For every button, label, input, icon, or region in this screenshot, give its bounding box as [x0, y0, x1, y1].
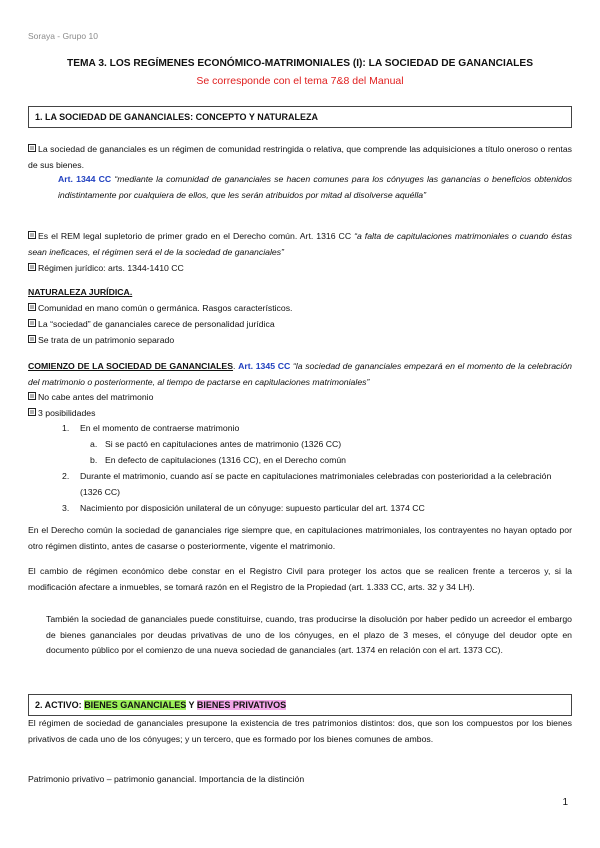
page-number: 1	[562, 797, 568, 808]
article-ref: Art. 1344 CC	[58, 174, 112, 184]
page-subtitle: Se corresponde con el tema 7&8 del Manual	[196, 75, 404, 87]
naturaleza-item-2: La “sociedad” de gananciales carece de personalidad jurídica	[28, 317, 572, 333]
article-ref: Art. 1345 CC	[238, 361, 291, 371]
section-2-heading-box: 2. ACTIVO: BIENES GANANCIALES Y BIENES PRIVATIVOS	[28, 694, 572, 716]
paragraph-6: También la sociedad de gananciales puede constituirse, cuando, tras producirse la disolución por haber pedido un acreedor el embargo de bienes gananciales por deudas privativas de uno de los cónyuges, en el plazo de 3 meses, el cónyuge del deudor opte en documento público por el comienzo de una nueva sociedad de gananciales (art. 1374 en relación con el art. 1373 CC).	[46, 614, 572, 655]
checkbox-icon	[28, 335, 36, 343]
section-1-heading-box	[28, 106, 572, 128]
checkbox-icon	[28, 144, 36, 152]
checkbox-icon	[28, 408, 36, 416]
list-marker: 3.	[62, 503, 70, 513]
highlight-bienes-gananciales: BIENES GANANCIALES	[84, 700, 187, 710]
list-item: En defecto de capitulaciones (1316 CC), en el Derecho común	[105, 455, 346, 465]
paragraph-7: El régimen de sociedad de gananciales presupone la existencia de tres patrimonios distintos: dos, que son los compuestos por los bienes privativos de cada uno de los cónyuges; y un tercero, que es formado por los bienes comunes de ambos.	[28, 718, 572, 744]
highlight-bienes-privativos: BIENES PRIVATIVOS	[196, 700, 287, 710]
page-header: Soraya - Grupo 10	[28, 31, 98, 41]
paragraph-3: Régimen jurídico: arts. 1344-1410 CC	[28, 261, 572, 277]
comienzo-paragraph: COMIENZO DE LA SOCIEDAD DE GANANCIALES. Art. 1345 CC “la sociedad de gananciales empezará en el momento de la celebración del matrimonio o posteriormente, al tiempo de pactarse en capitulaciones matrimoniales”	[28, 361, 572, 387]
naturaleza-item-3: Se trata de un patrimonio separado	[28, 333, 572, 349]
section-2-prefix: 2. ACTIVO:	[35, 700, 82, 710]
comienzo-heading: COMIENZO DE LA SOCIEDAD DE GANANCIALES	[28, 361, 234, 371]
section-1-heading: 1. LA SOCIEDAD DE GANANCIALES: CONCEPTO Y NATURALEZA	[35, 112, 319, 122]
page-title: TEMA 3. LOS REGÍMENES ECONÓMICO-MATRIMONIALES (I): LA SOCIEDAD DE GANANCIALES	[67, 58, 533, 69]
quote-art-1344: Art. 1344 CC “mediante la comunidad de gananciales se hacen comunes para los cónyuges las ganancias o beneficios obtenidos indistintamente por cualquiera de ellos, que les serán atribuidos por mitad al disolverse aquélla”	[58, 174, 573, 200]
checkbox-icon	[28, 319, 36, 327]
paragraph-5: El cambio de régimen económico debe constar en el Registro Civil para proteger los actos que se realicen frente a terceros y, si la modificación afectare a inmuebles, se tomará razón en el Registro de la Propiedad (art. 1.333 CC, arts. 32 y 34 LH).	[28, 566, 572, 592]
list-item: Si se pactó en capitulaciones antes de matrimonio (1326 CC)	[105, 439, 342, 449]
list-marker: a.	[90, 439, 98, 449]
list-item: En el momento de contraerse matrimonio	[80, 423, 240, 433]
checkbox-icon	[28, 303, 36, 311]
checkbox-icon	[28, 231, 36, 239]
paragraph-1: La sociedad de gananciales es un régimen de comunidad restringida o relativa, que comprende las adquisiciones a título oneroso o rentas de sus bienes.	[28, 144, 572, 170]
checkbox-icon	[28, 392, 36, 400]
list-item: Nacimiento por disposición unilateral de un cónyuge: supuesto particular del art. 1374 CC	[80, 503, 425, 513]
paragraph-2: Es el REM legal supletorio de primer grado en el Derecho común. Art. 1316 CC “a falta de capitulaciones matrimoniales o cuando éstas sean ineficaces, el régimen será el de la sociedad de gananciales”	[28, 231, 572, 257]
list-item: Durante el matrimonio, cuando así se pacte en capitulaciones matrimoniales celebradas con posterioridad a la celebración (1326 CC)	[80, 471, 552, 497]
comienzo-item-1: No cabe antes del matrimonio	[28, 390, 572, 406]
list-marker: 2.	[62, 471, 70, 481]
checkbox-icon	[28, 263, 36, 271]
list-marker: 1.	[62, 423, 70, 433]
naturaleza-item-1: Comunidad en mano común o germánica. Rasgos característicos.	[28, 301, 572, 317]
naturaleza-heading: NATURALEZA JURÍDICA.	[28, 287, 133, 297]
paragraph-8: Patrimonio privativo – patrimonio ganancial. Importancia de la distinción	[28, 774, 305, 784]
paragraph-4: En el Derecho común la sociedad de gananciales rige siempre que, en capitulaciones matrimoniales, los contrayentes no hayan optado por otro régimen distinto, antes de casarse o posteriormente, vigente el matrimonio.	[28, 525, 572, 551]
list-marker: b.	[90, 455, 98, 465]
comienzo-item-2: 3 posibilidades	[28, 406, 572, 422]
